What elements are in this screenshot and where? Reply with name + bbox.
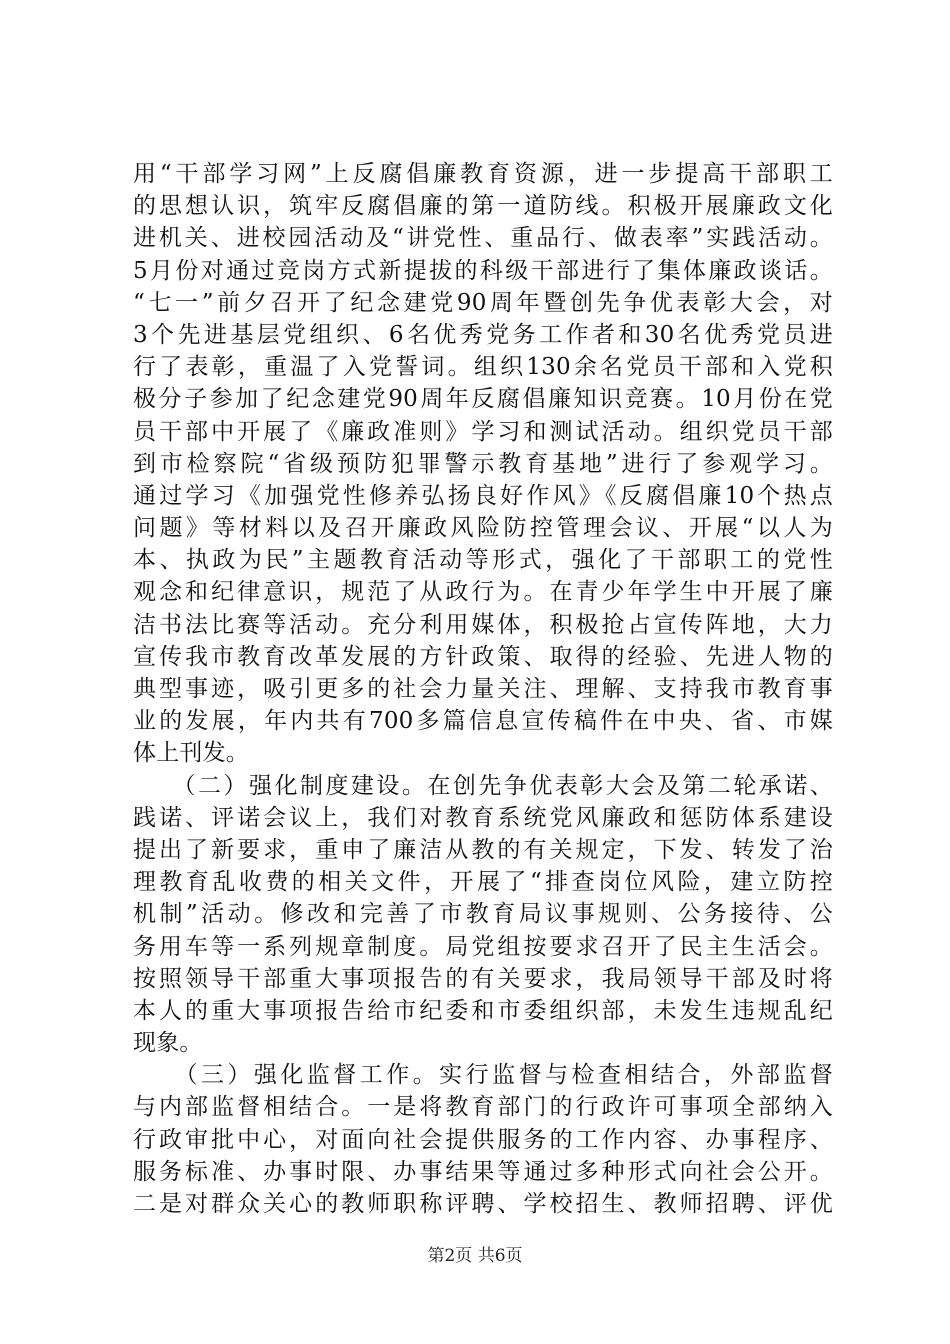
- text-line: 到市检察院“省级预防犯罪警示教育基地”进行了参观学习。: [133, 450, 833, 477]
- text-line: 用“干部学习网”上反腐倡廉教育资源，进一步提高干部职工: [133, 161, 833, 187]
- text-line: 5月份对通过竞岗方式新提拔的科级干部进行了集体廉政谈话。: [133, 257, 833, 284]
- text-line: 践诺、评诺会议上，我们对教育系统党风廉政和惩防体系建设: [133, 804, 833, 831]
- text-line: 行政审批中心，对面向社会提供服务的工作内容、办事程序、: [133, 1126, 833, 1153]
- text-line: 理教育乱收费的相关文件，开展了“排查岗位风险，建立防控: [133, 869, 833, 896]
- text-line: 本、执政为民”主题教育活动等形式，强化了干部职工的党性: [133, 547, 833, 574]
- text-line: 问题》等材料以及召开廉政风险防控管理会议、开展“以人为: [133, 515, 833, 542]
- text-line: 现象。: [133, 1030, 203, 1057]
- text-line: 进机关、进校园活动及“讲党性、重品行、做表率”实践活动。: [133, 225, 833, 252]
- text-line: 洁书法比赛等活动。充分利用媒体，积极抢占宣传阵地，大力: [133, 611, 833, 638]
- text-line: 机制”活动。修改和完善了市教育局议事规则、公务接待、公: [133, 901, 833, 928]
- text-line: 务用车等一系列规章制度。局党组按要求召开了民主生活会。: [133, 933, 833, 960]
- text-line: 3个先进基层党组织、6名优秀党务工作者和30名优秀党员进: [133, 321, 833, 348]
- text-line: “七一”前夕召开了纪念建党90周年暨创先争优表彰大会，对: [133, 289, 833, 316]
- text-line: 宣传我市教育改革发展的方针政策、取得的经验、先进人物的: [133, 643, 833, 670]
- text-line: （二）强化制度建设。在创先争优表彰大会及第二轮承诺、: [133, 772, 833, 799]
- text-line: 通过学习《加强党性修养弘扬良好作风》《反腐倡廉10个热点: [133, 482, 833, 509]
- body-text: [133, 158, 833, 1220]
- text-line: （三）强化监督工作。实行监督与检查相结合，外部监督: [133, 1062, 833, 1089]
- text-line: 典型事迹，吸引更多的社会力量关注、理解、支持我市教育事: [133, 676, 833, 702]
- text-line: 业的发展，年内共有700多篇信息宣传稿件在中央、省、市媒: [133, 708, 833, 735]
- text-line: 的思想认识，筑牢反腐倡廉的第一道防线。积极开展廉政文化: [133, 193, 833, 220]
- text-line: 服务标准、办事时限、办事结果等通过多种形式向社会公开。: [133, 1158, 833, 1185]
- text-line: 按照领导干部重大事项报告的有关要求，我局领导干部及时将: [133, 965, 833, 992]
- text-line: 与内部监督相结合。一是将教育部门的行政许可事项全部纳入: [133, 1094, 833, 1121]
- text-line: 员干部中开展了《廉政准则》学习和测试活动。组织党员干部: [133, 418, 833, 445]
- text-line: 行了表彰，重温了入党誓词。组织130余名党员干部和入党积: [133, 354, 833, 381]
- text-line: 本人的重大事项报告给市纪委和市委组织部，未发生违规乱纪: [133, 997, 833, 1024]
- text-line: 体上刊发。: [133, 740, 249, 767]
- page-footer: 第2页 共6页: [427, 1246, 523, 1266]
- text-line: 观念和纪律意识，规范了从政行为。在青少年学生中开展了廉: [133, 579, 833, 606]
- text-line: 二是对群众关心的教师职称评聘、学校招生、教师招聘、评优: [133, 1191, 833, 1217]
- text-line: 极分子参加了纪念建党90周年反腐倡廉知识竞赛。10月份在党: [133, 386, 833, 413]
- text-line: 提出了新要求，重申了廉洁从教的有关规定，下发、转发了治: [133, 836, 833, 863]
